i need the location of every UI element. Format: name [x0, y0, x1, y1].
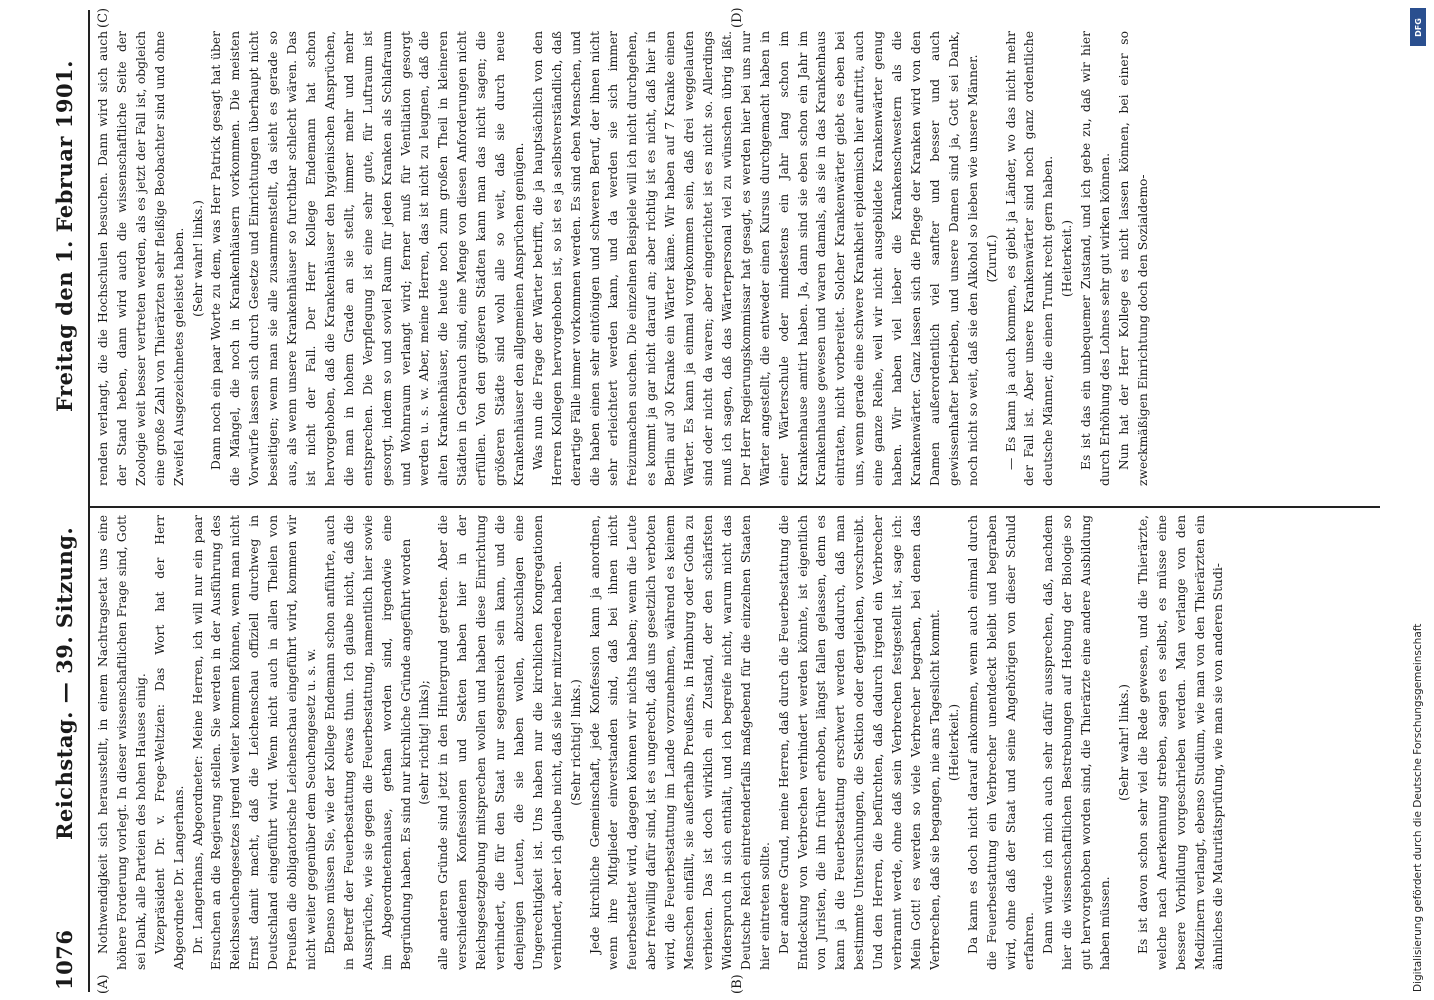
column-divider: [90, 506, 1380, 508]
paragraph: Vizepräsident Dr. v. Frege-Weltzien: Das Wort hat der Herr Abgeordnete Dr. Langerhans.: [152, 515, 186, 970]
interjection: (Zuruf.): [984, 234, 999, 283]
header-rule: [88, 10, 90, 992]
paragraph: Da kann es doch nicht darauf ankommen, wenn auch einmal durch die Feuerbestattung ein Verbrecher unentdeckt bleibt und begraben wird, ohne daß der Staat und seine Angehörigen von dieser Schuld erfahren.: [965, 515, 1037, 970]
interjection: (Sehr wahr! links.): [1116, 684, 1131, 801]
interjection: (Sehr wahr! links.): [190, 200, 205, 317]
paragraph: — Es kann ja auch kommen, es giebt ja Länder, wo das nicht mehr der Fall ist. Aber unsere Krankenwärter sind noch ganz ordentliche deutsche Männer, die einen Trunk recht gern haben.: [1003, 31, 1056, 486]
page-header: [50, 15, 84, 990]
left-column: [94, 515, 1379, 970]
paragraph: alle anderen Gründe sind jetzt in den Hintergrund getreten. Aber die verschiedenen Konfessionen und Sekten haben hier in der Reichsgesetzgebung mitsprechen wollen und haben diese Einrichtung verhindert, die für den Staat nur segensreich sein kann, und die denjenigen Leuten, die sie haben wollen, abzuschlagen eine Ungerechtigkeit ist. Uns haben nur die kirchlichen Kongregationen verhindert, aber ich glaube nicht, daß sie hier mitzureden haben.: [436, 515, 564, 970]
margin-marker-c: (C): [96, 7, 111, 28]
session-date: Freitag den 1. Februar 1901.: [52, 60, 77, 412]
digitization-sidebar: [1408, 8, 1430, 992]
paragraph: Was nun die Frage der Wärter betrifft, die ja hauptsächlich von den Herren Kollegen hervorgehoben ist, so ist es ja selbstverständlich, daß derartige Fälle immer vorkommen werden. Es sind eben Menschen, und die haben einen sehr eintönigen und schweren Beruf, der ihnen nicht sehr erleichtert werden kann, und da werden sie sich immer freizumachen suchen. Die einzelnen Beispiele will ich nicht durchgehen, es kommt ja gar nicht darauf an; aber richtig ist es nicht, daß hier in Berlin auf 30 Kranke ein Wärter käme. Wir haben auf 7 Kranke einen Wärter. Es kann ja einmal vorgekommen sein, daß drei weggelaufen sind oder nicht da waren; aber eingerichtet ist es nicht so. Allerdings muß ich sagen, daß das Wärterpersonal viel zu wünschen übrig läßt. Der Herr Regierungskommissar hat gesagt, es werden hier bei uns nur Wärter angestellt, die entweder einen Kursus durchgemacht haben in einer Wärterschule oder mindestens ein Jahr lang schon im Krankenhause amtirt haben. Ja, dann sind sie eben schon ein Jahr im Krankenhause gewesen und waren damals, als sie in das Krankenhaus eintraten, nicht vorbereitet. Solcher Krankenwärter giebt es eben bei uns, wenn gerade eine schwere Krankheit epidemisch hier auftritt, auch eine ganze Reihe, weil wir nicht ausgebildete Krankenwärter genug haben. Wir haben viel lieber die Krankenschwestern als die Krankenwärter. Ganz lassen sich die Pflege der Kranken wird von den Damen außerordentlich viel sanfter und besser und auch gewissenhafter betrieben, und unsere Damen sind ja, Gott sei Dank, noch nicht so weit, daß sie den Alkohol so lieben wie unsere Männer.: [530, 31, 980, 486]
interjection: (Heiterkeit.): [1060, 219, 1075, 298]
paragraph: Nothwendigkeit sich herausstellt, in einem Nachtragsetat uns eine höhere Forderung vorlegt. In dieser wissenschaftlichen Frage sind, Gott sei Dank, alle Parteien des hohen Hauses einig.: [96, 515, 148, 970]
paragraph: renden verlangt, die die Hochschulen besuchen. Dann wird sich auch der Stand heben, dann wird auch die wissenschaftliche Seite der Zoologie weit besser vertreten werden, als es jetzt der Fall ist, obgleich eine große Zahl von Thierärzten sehr fleißige Beobachter sind und ohne Zweifel Ausgezeichnetes geleistet haben.: [96, 31, 186, 486]
paragraph: Nun hat der Herr Kollege es nicht lassen können, bei einer so zweckmäßigen Einrichtung doch den Sozialdemo-: [1116, 31, 1150, 486]
margin-marker-a: (A): [96, 974, 111, 994]
paragraph: Dann würde ich mich auch sehr dafür aussprechen, daß, nachdem hier die wissenschaftlichen Bestrebungen auf Hebung der Biologie so gut hervorgehoben worden sind, die Thierärzte eine andere Ausbildung haben müssen.: [1041, 515, 1113, 970]
paragraph: Dann noch ein paar Worte zu dem, was Herr Patrick gesagt hat über die Mängel, die noch in Krankenhäusern vorkommen. Die meisten Vorwürfe lassen sich durch Gesetze und Einrichtungen überhaupt nicht beseitigen; wenn man sie alle zusammenstellt, da sieht es gerade so aus, als wenn unsere Krankenhäuser so furchtbar schlecht wären. Das ist nicht der Fall. Der Herr Kollege Endemann hat schon hervorgehoben, daß die Krankenhäuser den hygienischen Ansprüchen, die man in hohem Grade an sie stellt, immer mehr und mehr entsprechen. Die Verpflegung ist eine sehr gute, für Luftraum ist gesorgt, indem so und soviel Raum für jeden Kranken als Schlafraum und Wohnraum verlangt wird; ferner muß für Ventilation gesorgt werden u. s. w. Aber, meine Herren, das ist nicht zu leugnen, daß die alten Krankenhäuser, die heute noch zum großen Theil in kleineren Städten in Gebrauch sind, eine Menge von diesen Anforderungen nicht erfüllen. Von den größeren Städten kann man das nicht sagen; die größeren Städte sind wohl alle so weit, daß sie durch neue Krankenhäuser den allgemeinen Ansprüchen genügen.: [209, 31, 526, 486]
page-number: 1076: [52, 929, 77, 990]
interjection: (sehr richtig! links);: [417, 680, 432, 805]
paragraph: Dr. Langerhans, Abgeordneter: Meine Herren, ich will nur ein paar Ersuchen an die Regierung stellen. Sie werden in der Ausführung des Reichsseuchengesetzes irgend weiter kommen können, wenn man nicht Ernst damit macht, daß die Leichenschau offiziell durchweg in Deutschland eingeführt wird. Wenn nicht auch in allen Theilen von Preußen die obligatorische Leichenschau eingeführt wird, kommen wir nicht weiter gegenüber dem Seuchengesetz u. s. w.: [190, 515, 318, 970]
margin-marker-d: (D): [730, 7, 745, 28]
digitization-credit: Digitalisierung gefördert durch die Deutsche Forschungsgemeinschaft: [1412, 623, 1424, 992]
dfg-logo: DFG: [1410, 8, 1426, 46]
interjection: (Heiterkeit.): [946, 703, 961, 782]
paragraph: Ebenso müssen Sie, wie der Kollege Endemann schon anführte, auch in Betreff der Feuerbestattung etwas thun. Ich glaube nicht, daß die Aussprüche, wie sie gegen die Feuerbestattung, namentlich hier sowie im Abgeordnetenhause, gethan worden sind, irgendwie eine Begründung haben. Es sind nur kirchliche Gründe angeführt worden: [322, 515, 413, 970]
interjection: (Sehr richtig! links.): [568, 679, 583, 806]
paragraph: Es ist das ein unbequemer Zustand, und ich gebe zu, daß wir hier durch Erhöhung des Lohnes sehr gut wirken können.: [1079, 31, 1113, 486]
paragraph: Jede kirchliche Gemeinschaft, jede Konfession kann ja anordnen, wenn ihre Mitglieder einverstanden sind, daß bei ihnen nicht feuerbestattet wird, dagegen können wir nichts haben; wenn die Leute aber freiwillig dafür sind, ist es ungerecht, daß uns gesetzlich verboten wird, die Feuerbestattung im Lande vorzunehmen, während es keinem Menschen einfällt, sie außerhalb Preußens, in Hamburg oder Gotha zu verbieten. Das ist doch wirklich ein Zustand, der den schärfsten Widerspruch in sich enthält, und ich begreife nicht, warum nicht das Deutsche Reich eintretenderfalls maßgebend für die einzelnen Staaten hier eintreten sollte.: [587, 515, 772, 970]
paragraph: Der andere Grund, meine Herren, daß durch die Feuerbestattung die Entdeckung von Verbrechen verhindert werden könnte, ist eigentlich von Juristen, die ihn früher erhoben, längst fallen gelassen, denn es kann ja die Feuerbestattung erschwert werden dadurch, daß man bestimmte Untersuchungen, die Sektion oder dergleichen, vorschreibt. Und den Herren, die befürchten, daß dadurch irgend ein Verbrecher verbrannt werde, ohne daß sein Verbrechen festgestellt ist, sage ich: Mein Gott! es werden so viele Verbrecher begraben, bei denen das Verbrechen, daß sie begangen, nie ans Tageslicht kommt.: [776, 515, 942, 970]
paragraph: Es ist davon schon sehr viel die Rede gewesen, und die Thierärzte, welche nach Anerkennung streben, sagen es selbst, es müsse eine bessere Vorbildung vorgeschrieben werden. Man verlange von den Medizinern verlangt, ebenso Studium, wie man von den Thierärzten ein ähnliches die Maturitätsprüfung, wie man sie von anderen Studi-: [1135, 515, 1226, 970]
margin-marker-b: (B): [730, 974, 745, 994]
session-title: Reichstag. — 39. Sitzung.: [52, 526, 77, 840]
right-column: [94, 31, 1379, 486]
